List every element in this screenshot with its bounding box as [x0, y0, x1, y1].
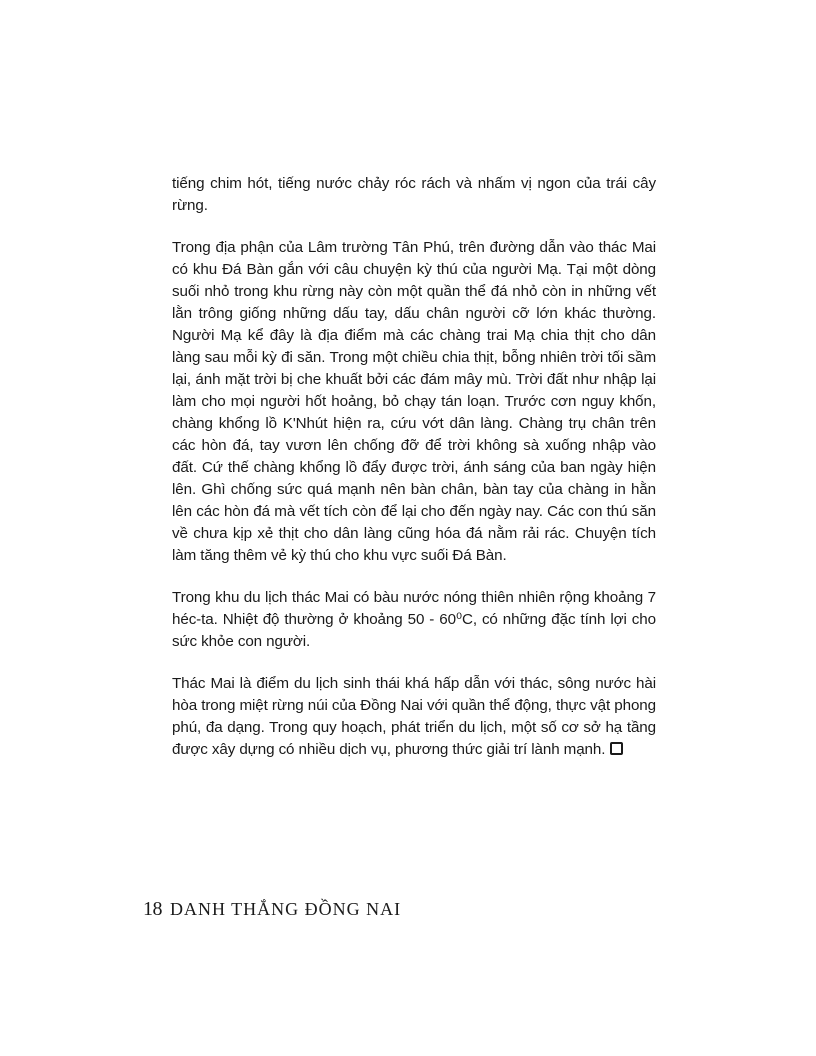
paragraph-hot-spring: Trong khu du lịch thác Mai có bàu nước nóng thiên nhiên rộng khoảng 7 héc-ta. Nhiệt độ thường ở khoảng 50 - 60⁰C, có những đặc tính lợi cho sức khỏe con người.	[172, 589, 656, 650]
page-footer	[143, 898, 401, 921]
body-text	[172, 173, 656, 781]
paragraph-da-ban-legend: Trong địa phận của Lâm trường Tân Phú, trên đường dẫn vào thác Mai có khu Đá Bàn gắn với câu chuyện kỳ thú của người Mạ. Tại một dòng suối nhỏ trong khu rừng này còn một quần thể đá nhỏ còn in những vết lằn trông giống những dấu tay, dấu chân người cỡ lớn khác thường. Người Mạ kể đây là địa điểm mà các chàng trai Mạ chia thịt cho dân làng sau mỗi kỳ đi săn. Trong một chiều chia thịt, bỗng nhiên trời tối sầm lại, ánh mặt trời bị che khuất bởi các đám mây mù. Trời đất như nhập lại làm cho mọi người hốt hoảng, bỏ chạy tán loạn. Trước cơn nguy khốn, chàng khổng lồ K'Nhút hiện ra, cứu vớt dân làng. Chàng trụ chân trên các hòn đá, tay vươn lên chống đỡ để trời không sà xuống nhập vào đất. Cứ thế chàng khổng lồ đẩy được trời, ánh sáng của ban ngày hiện lên. Ghì chống sức quá mạnh nên bàn chân, bàn tay của chàng in hằn lên các hòn đá mà vết tích còn để lại cho đến ngày nay. Các con thú săn về chưa kịp xẻ thịt cho dân làng cũng hóa đá nằm rải rác. Chuyện tích làm tăng thêm vẻ kỳ thú cho khu vực suối Đá Bàn.	[172, 239, 656, 564]
end-mark-icon	[610, 742, 623, 755]
page-number: 18	[143, 898, 162, 920]
paragraph-conclusion-text: Thác Mai là điểm du lịch sinh thái khá hấp dẫn với thác, sông nước hài hòa trong miệt rừng núi của Đồng Nai với quần thể động, thực vật phong phú, đa dạng. Trong quy hoạch, phát triển du lịch, một số cơ sở hạ tầng được xây dựng có nhiều dịch vụ, phương thức giải trí lành mạnh.	[172, 675, 656, 758]
paragraph-continuation: tiếng chim hót, tiếng nước chảy róc rách và nhấm vị ngon của trái cây rừng.	[172, 175, 656, 214]
paragraph-conclusion	[172, 673, 656, 761]
book-title: DANH THẮNG ĐỒNG NAI	[170, 899, 402, 919]
